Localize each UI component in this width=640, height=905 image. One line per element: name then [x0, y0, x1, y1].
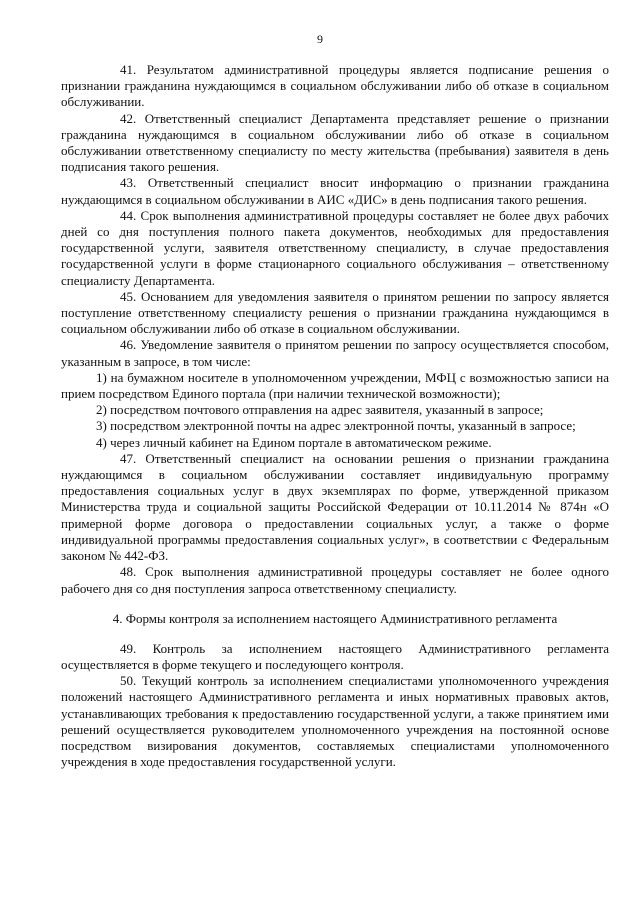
list-item-3: 3) посредством электронной почты на адрес электронной почты, указанный в запросе;: [96, 418, 576, 434]
paragraph-47: 47. Ответственный специалист на основании решения о признании гражданина нуждающимся в социальном обслуживании составляет индивидуальную программу предоставления социальных услуг в двух экземплярах по форме, утвержденной приказом Министерства труда и социальной защиты Российской Федерации от 10.11.2014 № 874н «О примерной форме договора о предоставлении социальных услуг, а также о форме индивидуальной программы предоставления социальных услуг», в соответствии с Федеральным законом № 442-ФЗ.: [61, 450, 609, 564]
list-item-1: 1) на бумажном носителе в уполномоченном учреждении, МФЦ с возможностью записи на прием посредством Единого портала (при наличии технической возможности);: [61, 369, 609, 402]
paragraph-41: 41. Результатом административной процедуры является подписание решения о признании гражданина нуждающимся в социальном обслуживании либо об отказе в социальном обслуживании.: [61, 62, 609, 110]
paragraph-43: 43. Ответственный специалист вносит информацию о признании гражданина нуждающимся в социальном обслуживании в АИС «ДИС» в день подписания такого решения.: [61, 175, 609, 207]
paragraph-48: 48. Срок выполнения административной процедуры составляет не более одного рабочего дня со дня поступления запроса ответственному специалисту.: [61, 564, 609, 596]
document-body: [61, 62, 609, 770]
paragraph-49: 49. Контроль за исполнением настоящего Административного регламента осуществляется в форме текущего и последующего контроля.: [61, 640, 609, 672]
list-item-4: 4) через личный кабинет на Едином портале в автоматическом режиме.: [96, 434, 492, 450]
paragraph-45: 45. Основанием для уведомления заявителя о принятом решении по запросу является поступление ответственному специалисту решения о признании гражданина нуждающимся в социальном обслуживании либо об отказе в социальном обслуживании.: [61, 288, 609, 337]
paragraph-44: 44. Срок выполнения административной процедуры составляет не более двух рабочих дней со дня поступления полного пакета документов, необходимых для предоставления государственной услуги, заявителя ответственному специалисту, в случае предоставления государственной услуги в форме стационарного социального обслуживания – ответственному специалисту Департамента.: [61, 207, 609, 288]
section-heading: 4. Формы контроля за исполнением настоящего Административного регламента: [112, 610, 558, 626]
paragraph-46: 46. Уведомление заявителя о принятом решении по запросу осуществляется способом, указанным в запросе, в том числе:: [61, 337, 609, 369]
page-number: 9: [317, 32, 323, 46]
paragraph-42: 42. Ответственный специалист Департамента представляет решение о признании гражданина нуждающимся в социальном обслуживании либо об отказе в социальном обслуживании ответственному специалисту по месту жительства (пребывания) заявителя в день подписания такого решения.: [61, 110, 609, 175]
paragraph-50: 50. Текущий контроль за исполнением специалистами уполномоченного учреждения положений настоящего Административного регламента и иных нормативных правовых актов, устанавливающих требования к предоставлению государственной услуги, а также принятием ими решений осуществляется руководителем уполномоченного учреждения на постоянной основе посредством визирования документов, составляемых специалистами уполномоченного учреждения в ходе предоставления государственной услуги.: [61, 673, 609, 770]
list-item-2: 2) посредством почтового отправления на адрес заявителя, указанный в запросе;: [96, 402, 544, 418]
